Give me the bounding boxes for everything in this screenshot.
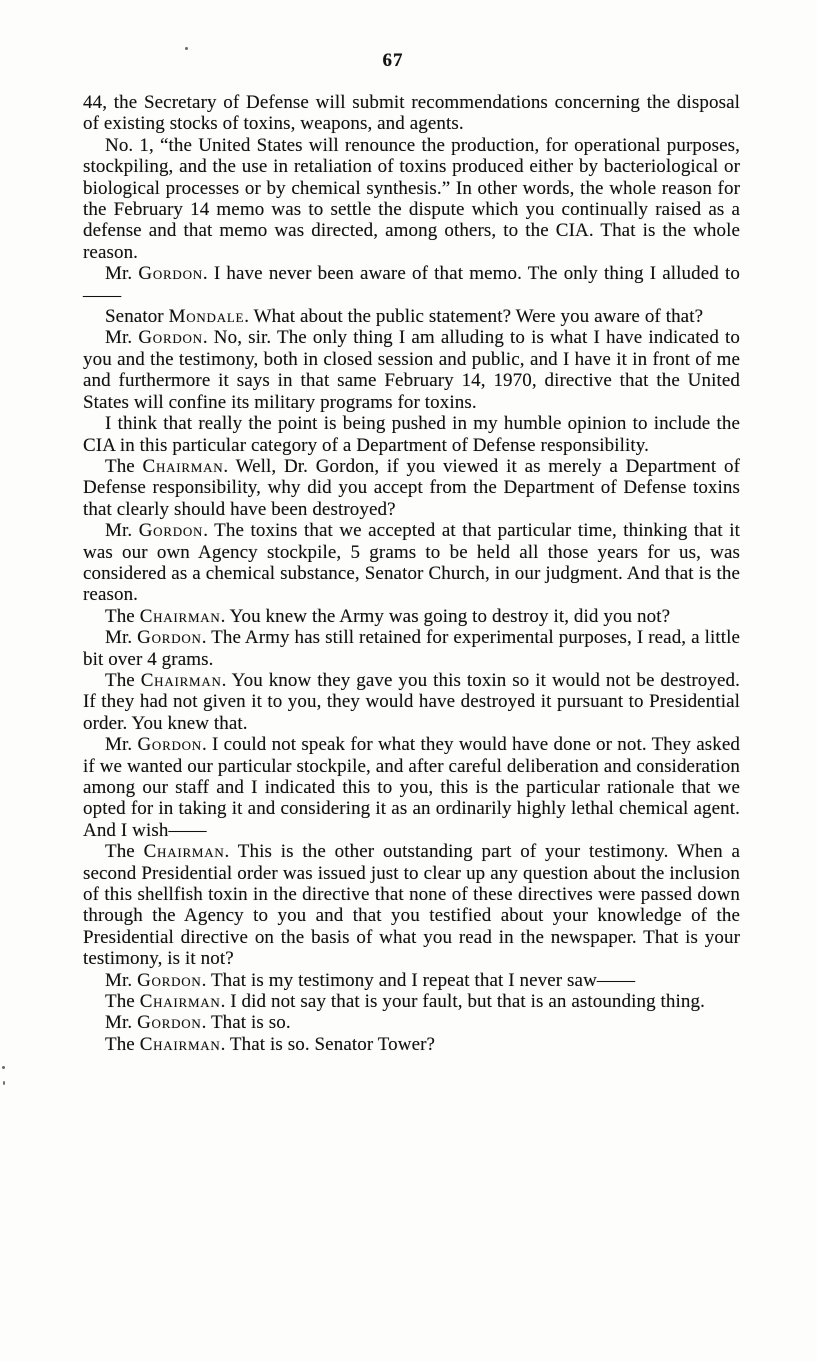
speaker-name: Chairman (139, 991, 221, 1013)
paragraph-text: . I did not say that is your fault, but that is an astounding thing. (220, 991, 705, 1013)
speaker-prefix: Mr. (105, 1012, 138, 1034)
paragraph (83, 734, 740, 841)
speaker-name: Gordon (137, 969, 202, 991)
paragraph (83, 606, 740, 627)
paragraph-text: . That is so. (201, 1012, 291, 1034)
speaker-prefix: Mr. (105, 734, 138, 756)
paragraph (83, 1034, 740, 1055)
paragraph-text: . Well, Dr. Gordon, if you viewed it as merely a Department of Defense responsibility, why did you accept from the Department of Defense toxins that clearly should have been destroyed? (83, 455, 740, 520)
speaker-name: Gordon (137, 1012, 202, 1034)
speaker-prefix: The (105, 669, 141, 691)
text-block (83, 92, 740, 1055)
paragraph-text: . That is so. Senator Tower? (220, 1033, 436, 1055)
paragraph-text: . You knew the Army was going to destroy it, did you not? (220, 605, 671, 627)
speaker-prefix: Senator (105, 306, 169, 328)
speaker-prefix: The (105, 991, 140, 1013)
speaker-prefix: Mr. (105, 627, 138, 649)
speaker-prefix: Mr. (105, 520, 139, 542)
paragraph-text: . The Army has still retained for experimental purposes, I read, a little bit over 4 grams. (83, 627, 741, 670)
speaker-name: Mondale (168, 306, 245, 328)
speaker-name: Chairman (139, 1033, 221, 1055)
speaker-name: Gordon (138, 263, 203, 285)
speaker-name: Gordon (137, 627, 202, 649)
paragraph (83, 327, 740, 413)
speaker-name: Chairman (140, 669, 222, 691)
paragraph-text: . No, sir. The only thing I am alluding to is what I have indicated to you and the testimony, both in closed session and public, and I have it in front of me and furthermore it says in that same February 14, 1970, directive that the United States will confine its military programs for toxins. (83, 327, 740, 413)
paragraph-text: . You know they gave you this toxin so it would not be destroyed. If they had not given it to you, they would have destroyed it pursuant to Presidential order. You knew that. (83, 669, 740, 734)
paragraph-text: . That is my testimony and I repeat that I never saw—— (201, 969, 636, 991)
paragraph-text: . I could not speak for what they would have done or not. They asked if we wanted our particular stockpile, and after careful deliberation and consideration among our staff and I indicated this to you, this is the particular rationale that we opted for in taking it and considering it as an ordinarily highly lethal chemical agent. And I wish—— (83, 734, 740, 841)
speaker-prefix: Mr. (105, 969, 138, 991)
paragraph (83, 92, 740, 135)
paragraph-text: . What about the public statement? Were you aware of that? (244, 306, 704, 328)
speaker-prefix: The (105, 605, 140, 627)
page-number: 67 (382, 50, 404, 71)
speaker-prefix: The (105, 1033, 140, 1055)
paragraph (83, 263, 740, 306)
paragraph (83, 991, 740, 1012)
paragraph (83, 970, 740, 991)
speaker-name: Chairman (142, 455, 224, 477)
scan-speck (2, 1066, 5, 1069)
speaker-prefix: The (105, 455, 143, 477)
paragraph-text: 44, the Secretary of Defense will submit recommendations concerning the disposal of existing stocks of toxins, weapons, and agents. (83, 92, 740, 135)
paragraph (83, 306, 740, 327)
scan-speck (3, 1081, 5, 1085)
speaker-name: Chairman (143, 841, 225, 863)
paragraph (83, 413, 740, 456)
paragraph-text: . I have never been aware of that memo. The only thing I alluded to—— (83, 263, 740, 306)
speaker-name: Gordon (138, 327, 203, 349)
speaker-name: Gordon (138, 520, 204, 542)
paragraph (83, 520, 740, 606)
paragraph-text: . The toxins that we accepted at that particular time, thinking that it was our own Agency stockpile, 5 grams to be held all those years for us, was considered as a chemical substance, Senator Church, in our judgment. And that is the reason. (83, 520, 740, 606)
speaker-name: Gordon (137, 734, 202, 756)
paragraph (83, 841, 740, 969)
scan-speck (185, 47, 188, 50)
speaker-prefix: Mr. (105, 327, 139, 349)
paragraph-text: I think that really the point is being pushed in my humble opinion to include the CIA in this particular category of a Department of Defense responsibility. (83, 413, 740, 456)
paragraph (83, 456, 740, 520)
paragraph-text: No. 1, “the United States will renounce the production, for operational purposes, stockpiling, and the use in retaliation of toxins produced either by bacteriological or biological processes or by chemical synthesis.” In other words, the whole reason for the February 14 memo was to settle the dispute which you continually raised as a defense and that memo was directed, among others, to the CIA. That is the whole reason. (83, 134, 740, 263)
paragraph (83, 627, 740, 670)
paragraph (83, 135, 740, 263)
speaker-name: Chairman (139, 605, 221, 627)
paragraph (83, 1012, 740, 1033)
speaker-prefix: The (105, 841, 144, 863)
speaker-prefix: Mr. (105, 263, 139, 285)
paragraph-text: . This is the other outstanding part of your testimony. When a second Presidential order was issued just to clear up any question about the inclusion of this shellfish toxin in the directive that none of these directives were passed down through the Agency to you and that you testified about your knowledge of the Presidential directive on the basis of what you read in the newspaper. That is your testimony, is it not? (83, 841, 740, 970)
paragraph (83, 670, 740, 734)
